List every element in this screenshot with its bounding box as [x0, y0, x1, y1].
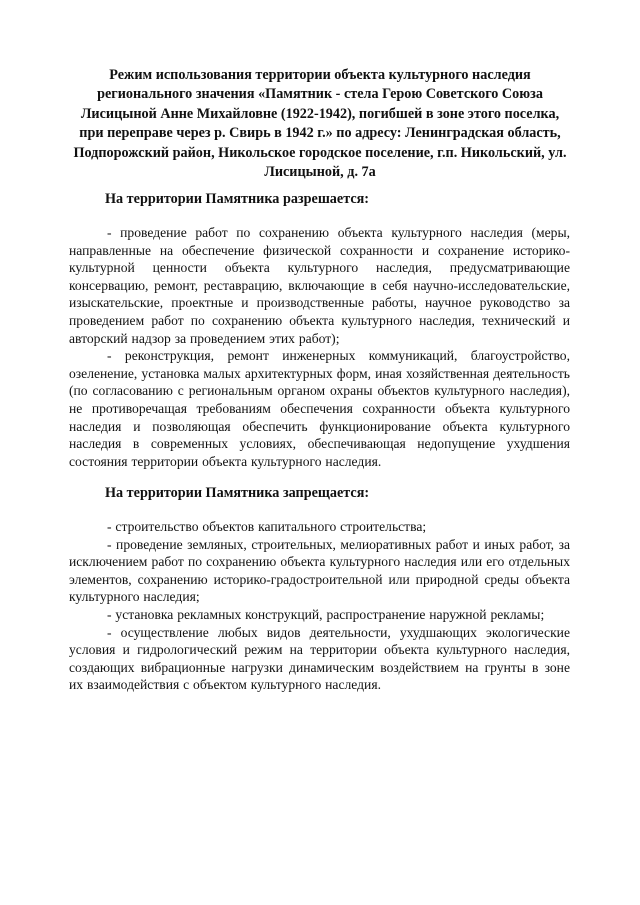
forbidden-list [69, 518, 570, 694]
forbidden-item: - осуществление любых видов деятельности, ухудшающих экологические условия и гидрологический режим на территории объекта культурного наследия, создающих вибрационные нагрузки динамическим воздействием на грунты в зоне их взаимодействия с объектом культурного наследия. [69, 624, 570, 693]
forbidden-item: - строительство объектов капитального строительства; [107, 519, 427, 534]
allowed-list [69, 224, 570, 470]
allowed-heading: На территории Памятника разрешается: [105, 191, 370, 207]
forbidden-item: - проведение земляных, строительных, мелиоративных работ и иных работ, за исключением работ по сохранению объекта культурного наследия или его отдельных элементов, сохранению историко-градостроительной или природной среды объекта культурного наследия; [69, 536, 570, 605]
allowed-item: - реконструкция, ремонт инженерных коммуникаций, благоустройство, озеленение, установка малых архитектурных форм, иная хозяйственная деятельность (по согласованию с региональным органом охраны объектов культурного наследия), не противоречащая требованиям обеспечения сохранности объекта культурного наследия и позволяющая обеспечить функционирование объекта культурного наследия в современных условиях, обеспечивающая недопущение ухудшения состояния территории объекта культурного наследия. [69, 348, 570, 469]
forbidden-item: - установка рекламных конструкций, распространение наружной рекламы; [107, 606, 545, 622]
forbidden-heading: На территории Памятника запрещается: [105, 485, 370, 501]
document-title: Режим использования территории объекта культурного наследия регионального значения «Памятник - стела Герою Советского Союза Лисицыной Анне Михайловне (1922-1942), погибшей в зоне этого поселка, при переправе через р. Свирь в 1942 г.» по адресу: Ленинградская область, Подпорожский район, Никольское городское поселение, г.п. Никольский, ул. Лисицыной, д. 7а [73, 67, 567, 181]
allowed-item: - проведение работ по сохранению объекта культурного наследия (меры, направленные на обеспечение физической сохранности и сохранение историко-культурной ценности объекта культурного наследия, предусматривающие консервацию, ремонт, реставрацию, включающие в себя научно-исследовательские, изыскательские, проектные и производственные работы, научное руководство за проведением работ по сохранению объекта культурного наследия, технический и авторский надзор за проведением этих работ); [69, 225, 570, 346]
